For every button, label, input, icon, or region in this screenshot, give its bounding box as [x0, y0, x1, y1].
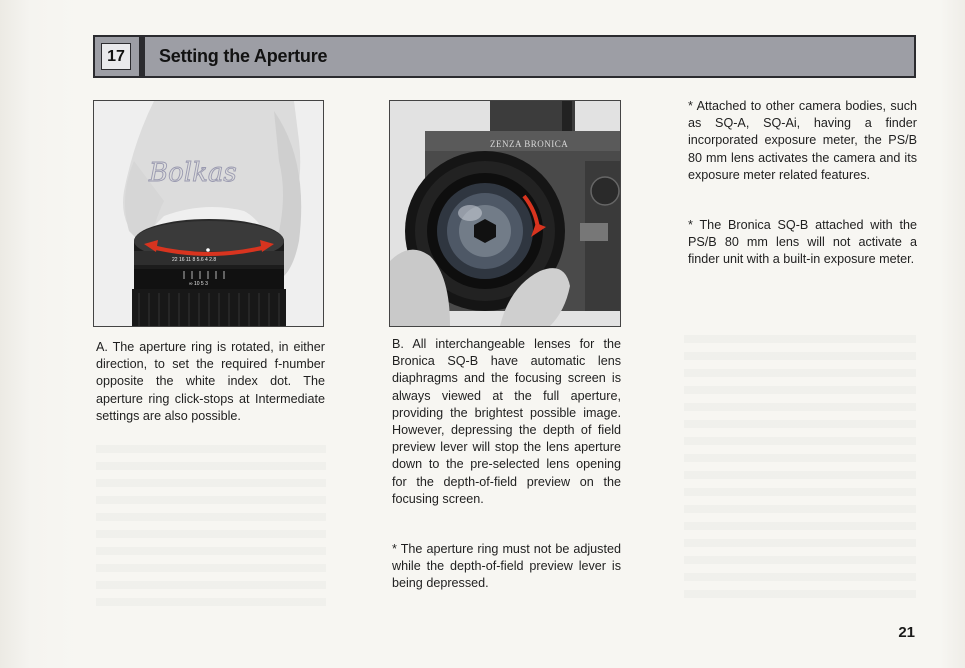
photo-aperture-ring	[93, 100, 324, 327]
header-divider	[139, 37, 145, 76]
show-through-right	[684, 335, 916, 605]
camera-brand-label: ZENZA BRONICA	[490, 139, 569, 149]
show-through-left	[96, 445, 326, 615]
section-header	[93, 35, 916, 78]
note-sq-b-finder: * The Bronica SQ-B attached with the PS/B 80 mm lens will not activate a finder unit with a built-in exposure meter.	[688, 218, 917, 267]
caption-a: A. The aperture ring is rotated, in either direction, to set the required f-number opposite the white index dot. The aperture ring click-stops at Intermediate settings are also possible.	[96, 340, 325, 423]
note-depth-of-field: * The aperture ring must not be adjusted while the depth-of-field preview lever is being depressed.	[392, 542, 621, 591]
svg-text:∞ 10 5 3: ∞ 10 5 3	[189, 281, 208, 287]
page-number: 21	[898, 624, 915, 641]
aperture-ring-illustration	[94, 101, 323, 326]
photo-bronica-camera	[389, 100, 621, 327]
chapter-number: 17	[101, 43, 131, 70]
caption-b: B. All interchangeable lenses for the Bronica SQ-B have automatic lens diaphragms and the focusing screen is always viewed at the full aperture, providing the brightest possible image. However, depressing the depth of field preview lever will stop the lens aperture down to the pre-selected lens opening for the depth-of-field preview on the focusing screen.	[392, 337, 621, 506]
svg-text:22 16 11 8 5.6 4 2.8: 22 16 11 8 5.6 4 2.8	[172, 257, 217, 263]
note-other-camera-bodies: * Attached to other camera bodies, such as SQ-A, SQ-Ai, having a finder incorporated exposure meter, the PS/B 80 mm lens activates the camera and its exposure meter related features.	[688, 99, 917, 182]
camera-illustration	[390, 101, 620, 326]
handwritten-signature: Bolkas	[149, 158, 237, 188]
section-title: Setting the Aperture	[159, 46, 328, 66]
